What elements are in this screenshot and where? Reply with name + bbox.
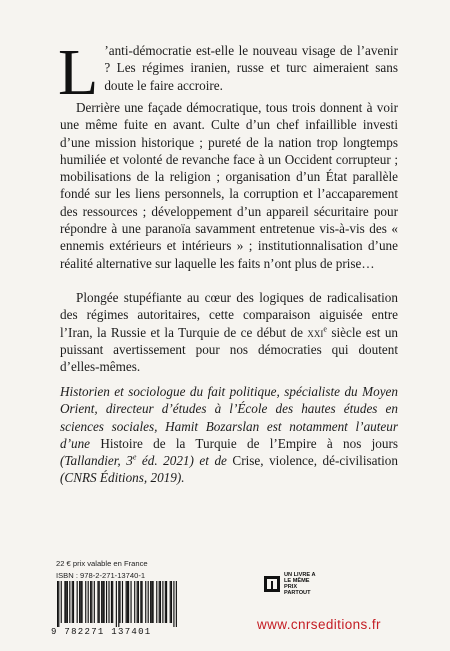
barcode-bar bbox=[176, 581, 177, 627]
barcode-bar bbox=[151, 581, 152, 623]
barcode-bar bbox=[66, 581, 67, 623]
barcode-bar bbox=[153, 581, 154, 623]
drop-cap: L bbox=[58, 36, 99, 109]
publisher-website[interactable]: www.cnrseditions.fr bbox=[257, 617, 381, 632]
barcode-bar bbox=[88, 581, 89, 623]
bio-part1: Historien et sociologue du fait politique, spécialiste du Moyen Orient, directeur d’études à l’École des hautes études en sciences sociales, Hamit Bozarslan est notamment l’auteur d’une bbox=[60, 384, 398, 451]
barcode-bar bbox=[91, 581, 92, 623]
summary-paragraph bbox=[60, 289, 398, 375]
barcode-bar bbox=[81, 581, 82, 623]
barcode-bar bbox=[102, 581, 103, 623]
barcode-bar bbox=[170, 581, 171, 623]
book-title-1: Histoire de la Turquie de l’Empire à nos jours bbox=[100, 435, 399, 451]
badge-text bbox=[284, 572, 318, 596]
badge-line-1: UN LIVRE A bbox=[284, 572, 316, 578]
barcode-bar bbox=[134, 581, 135, 623]
barcode-bar bbox=[99, 581, 100, 623]
barcode-bar bbox=[67, 581, 68, 623]
barcode-bar bbox=[69, 581, 70, 623]
barcode-bar bbox=[165, 581, 166, 623]
barcode-bar bbox=[166, 581, 167, 623]
bio-part2: (Tallandier, 3 bbox=[60, 453, 133, 469]
barcode-bar bbox=[130, 581, 131, 623]
badge-line-2: LE MÊME PRIX bbox=[284, 578, 310, 590]
badge-line-3: PARTOUT bbox=[284, 590, 311, 596]
book-title-2: Crise, violence, dé-civilisation bbox=[232, 453, 398, 469]
barcode-bar bbox=[145, 581, 146, 623]
barcode-bar bbox=[106, 581, 107, 623]
author-bio bbox=[60, 383, 398, 487]
barcode-bar bbox=[118, 581, 119, 627]
barcode-bar bbox=[112, 581, 113, 623]
barcode-bar bbox=[79, 581, 80, 623]
barcode-bar bbox=[138, 581, 139, 623]
barcode-bar bbox=[119, 581, 120, 623]
barcode-bar bbox=[57, 581, 58, 627]
barcode-bar bbox=[127, 581, 128, 623]
barcode-bar bbox=[150, 581, 151, 623]
barcode-bar bbox=[148, 581, 149, 623]
price-info bbox=[56, 558, 148, 582]
barcode-bar bbox=[160, 581, 161, 623]
author-bio-text bbox=[60, 383, 398, 487]
lead-text: ’anti-démocratie est-elle le nouveau visage de l’avenir ? Les régimes iranien, russe et turc aimeraient sans doute le faire accroire. bbox=[104, 43, 398, 93]
barcode bbox=[57, 581, 177, 627]
barcode-bar bbox=[104, 581, 105, 623]
description-paragraph bbox=[60, 99, 398, 272]
barcode-bar bbox=[108, 581, 109, 623]
summary-after: siècle est un puissant avertissement pour nos démocraties qui doutent d’elles-mêmes. bbox=[60, 324, 399, 375]
barcode-bar bbox=[73, 581, 74, 623]
barcode-bar bbox=[141, 581, 142, 623]
same-price-badge bbox=[263, 572, 318, 596]
barcode-bar bbox=[173, 581, 174, 627]
barcode-bar bbox=[94, 581, 95, 623]
book-price-icon bbox=[263, 575, 281, 593]
edition-superscript: e bbox=[132, 452, 137, 462]
barcode-bar bbox=[58, 581, 59, 627]
barcode-bar bbox=[85, 581, 86, 623]
barcode-bar bbox=[101, 581, 102, 623]
barcode-bar bbox=[159, 581, 160, 623]
barcode-bar bbox=[171, 581, 172, 623]
barcode-bar bbox=[126, 581, 127, 623]
bio-part3: éd. 2021) et de bbox=[136, 453, 233, 469]
century-numeral: xxi bbox=[307, 324, 324, 340]
isbn-text: ISBN : 978-2-271-13740-1 bbox=[56, 571, 146, 580]
barcode-bar bbox=[122, 581, 123, 623]
barcode-bar bbox=[116, 581, 117, 627]
barcode-number: 9 782271 137401 bbox=[51, 627, 152, 637]
barcode-bar bbox=[140, 581, 141, 623]
barcode-bar bbox=[72, 581, 73, 623]
barcode-bar bbox=[162, 581, 163, 623]
barcode-bar bbox=[77, 581, 78, 623]
summary-text bbox=[60, 289, 398, 375]
barcode-bar bbox=[137, 581, 138, 623]
barcode-bar bbox=[156, 581, 157, 623]
barcode-bar bbox=[80, 581, 81, 623]
description-text: Derrière une façade démocratique, tous trois donnent à voir une même fuite en avant. Culte d’un chef infaillible investi d’une mission historique ; pureté de la nation trop longtemps humiliée et volonté de revanche face à un Occident corrupteur ; mobilisations de la religion ; organisation d’un État parallèle fondé sur les liens personnels, la corruption et l’accaparement des ressources ; développement d’un appareil sécuritaire pour répondre à une paranoïa savamment entretenue vis-à-vis des « ennemis extérieurs et intérieurs » ; institutionnalisation d’une réalité alternative sur laquelle les faits n’ont plus de prise… bbox=[60, 100, 398, 271]
barcode-bar bbox=[90, 581, 91, 623]
barcode-bar bbox=[128, 581, 129, 623]
price-text: 22 € prix valable en France bbox=[56, 559, 148, 568]
century-superscript: e bbox=[323, 324, 327, 334]
barcode-bar bbox=[111, 581, 112, 623]
lead-paragraph bbox=[58, 36, 398, 109]
barcode-bar bbox=[64, 581, 65, 623]
barcode-bar bbox=[61, 581, 62, 623]
bio-part4: (CNRS Éditions, 2019). bbox=[60, 470, 185, 486]
summary-before: Plongée stupéfiante au cœur des logiques de radicalisation des régimes autoritaires, cette comparaison aiguisée entre l’Iran, la Russie et la Turquie de ce début de bbox=[60, 290, 398, 340]
barcode-bar bbox=[97, 581, 98, 623]
